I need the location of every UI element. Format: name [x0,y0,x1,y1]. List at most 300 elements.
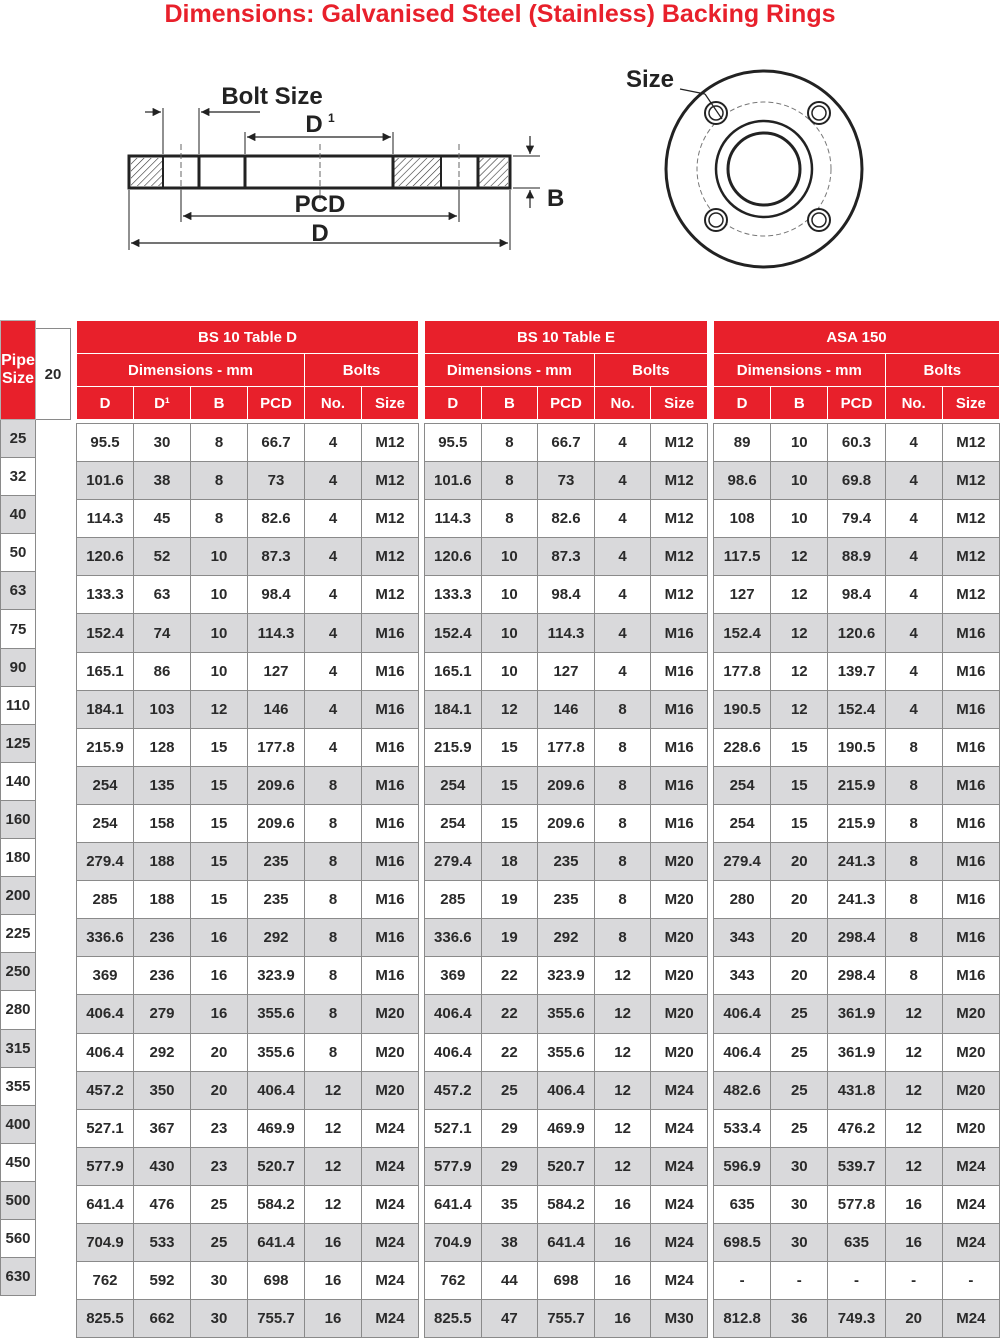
column-header: No. [305,387,362,420]
table-cell: 12 [594,995,651,1033]
pipe-size-cell: 125 [1,724,36,762]
table-cell: 139.7 [828,652,885,690]
table-row [77,538,419,576]
table-cell: M16 [651,690,708,728]
table-cell: 12 [885,1109,942,1147]
table-cell: 101.6 [425,462,482,500]
table-cell: 15 [191,843,248,881]
table-row [425,957,708,995]
table-cell: M12 [942,538,999,576]
table-cell: M20 [942,995,999,1033]
dimensions-header: Dimensions - mm [714,354,886,387]
table-row [714,614,1000,652]
table-cell: 254 [425,766,482,804]
table-cell: 406.4 [538,1071,595,1109]
table-cell: 165.1 [425,652,482,690]
table-cell: M16 [362,728,419,766]
table-cell: 15 [191,766,248,804]
pipe-size-cell: 20 [36,329,71,420]
table-cell: M20 [362,995,419,1033]
table-row [1,1105,71,1143]
table-row [1,1258,71,1296]
table-cell: 16 [594,1300,651,1338]
table-cell: 152.4 [77,614,134,652]
table-cell: 235 [538,881,595,919]
table-cell: M24 [362,1109,419,1147]
table-cell: M24 [942,1300,999,1338]
table-row [77,500,419,538]
table-cell: 635 [828,1223,885,1261]
table-row [714,766,1000,804]
table-cell: 10 [481,538,538,576]
table-cell: 120.6 [828,614,885,652]
table-row [425,500,708,538]
page-title: Dimensions: Galvanised Steel (Stainless) Backing Rings [164,0,836,28]
table-cell: 228.6 [714,728,771,766]
table-cell: 406.4 [714,995,771,1033]
table-cell: 8 [594,919,651,957]
table-row [425,538,708,576]
table-cell: 114.3 [425,500,482,538]
table-cell: 15 [191,881,248,919]
table-cell: 18 [481,843,538,881]
table-cell: M20 [651,995,708,1033]
table-cell: 16 [594,1262,651,1300]
table-cell: M16 [362,690,419,728]
table-cell: 279.4 [77,843,134,881]
table-cell: 4 [594,652,651,690]
table-cell: 25 [771,1071,828,1109]
pipe-size-cell: 63 [1,572,36,610]
pipe-size-cell: 250 [1,953,36,991]
table-cell: 12 [594,1109,651,1147]
table-cell: 369 [425,957,482,995]
table-row [1,534,71,572]
table-cell: 87.3 [248,538,305,576]
table-cell: 285 [77,881,134,919]
table-row [714,843,1000,881]
table-cell: 184.1 [425,690,482,728]
table-cell: M24 [651,1071,708,1109]
table-cell: M20 [651,919,708,957]
table-row [425,576,708,614]
dimensions-header: Dimensions - mm [77,354,305,387]
table-row [714,1262,1000,1300]
table-cell: 4 [885,576,942,614]
table-cell: 16 [191,995,248,1033]
table-cell: 577.8 [828,1185,885,1223]
table-cell: 15 [191,804,248,842]
table-cell: 8 [885,881,942,919]
table-cell: M16 [362,766,419,804]
table-row [425,462,708,500]
table-cell: 361.9 [828,995,885,1033]
table-cell: 241.3 [828,843,885,881]
table-cell: M20 [651,1033,708,1071]
table-cell: M12 [942,462,999,500]
table-row [425,1033,708,1071]
table-row [714,500,1000,538]
table-cell: 16 [191,919,248,957]
table-cell: 8 [594,843,651,881]
table-cell: 12 [191,690,248,728]
table-cell: 209.6 [248,766,305,804]
table-cell: 825.5 [77,1300,134,1338]
table-cell: 108 [714,500,771,538]
table-cell: 4 [594,576,651,614]
table-cell: M24 [362,1262,419,1300]
table-cell: 698.5 [714,1223,771,1261]
table-cell: 12 [305,1071,362,1109]
table-cell: M12 [651,576,708,614]
table-cell: 60.3 [828,424,885,462]
table-cell: 698 [248,1262,305,1300]
table-row [425,1071,708,1109]
table-cell: M12 [362,462,419,500]
table-cell: 584.2 [248,1185,305,1223]
table-row [77,614,419,652]
table-cell: 114.3 [248,614,305,652]
table-cell: 662 [134,1300,191,1338]
pipe-size-cell: 110 [1,686,36,724]
table-cell: 406.4 [425,1033,482,1071]
table-cell: 12 [305,1185,362,1223]
table-cell: 4 [305,538,362,576]
table-cell: 236 [134,919,191,957]
table-cell: 596.9 [714,1147,771,1185]
table-cell: 4 [594,538,651,576]
d1-dimension [245,111,393,154]
table-cell: 8 [481,462,538,500]
table-row [1,1143,71,1181]
bolts-header: Bolts [885,354,999,387]
table-cell: M24 [942,1185,999,1223]
pipe-size-cell: 40 [1,496,36,534]
bs10-table-d [76,320,419,1338]
table-cell: 184.1 [77,690,134,728]
table-row [714,919,1000,957]
table-row [1,1067,71,1105]
table-cell: 135 [134,766,191,804]
table-cell: 10 [481,652,538,690]
table-cell: 74 [134,614,191,652]
table-cell: 8 [305,995,362,1033]
table-cell: 8 [305,881,362,919]
table-cell: 361.9 [828,1033,885,1071]
table-cell: M16 [942,614,999,652]
table-cell: 8 [885,919,942,957]
table-row [77,728,419,766]
table-row [425,424,708,462]
table-cell: 641.4 [77,1185,134,1223]
pipe-size-cell: 450 [1,1143,36,1181]
table-row [1,800,71,838]
table-cell: 825.5 [425,1300,482,1338]
table-cell: 16 [305,1262,362,1300]
table-cell: 117.5 [714,538,771,576]
table-cell: 128 [134,728,191,766]
table-cell: 152.4 [828,690,885,728]
table-cell: 47 [481,1300,538,1338]
table-cell: 533.4 [714,1109,771,1147]
table-cell: 98.4 [538,576,595,614]
table-cell: M16 [942,957,999,995]
table-row [714,462,1000,500]
table-row [77,957,419,995]
table-cell: 4 [885,614,942,652]
table-cell: M16 [942,728,999,766]
table-row [77,1147,419,1185]
table-cell: 8 [594,804,651,842]
table-cell: 22 [481,957,538,995]
table-cell: 23 [191,1109,248,1147]
table-cell: 350 [134,1071,191,1109]
table-row [425,614,708,652]
table-cell: 22 [481,995,538,1033]
table-cell: 355.6 [248,995,305,1033]
table-cell: 254 [425,804,482,842]
table-cell: 82.6 [538,500,595,538]
table-cell: 235 [248,843,305,881]
table-cell: 12 [481,690,538,728]
pipe-size-cell: 200 [1,877,36,915]
table-cell: M24 [651,1147,708,1185]
bolt-size-dimension [145,83,323,154]
table-cell: 8 [594,766,651,804]
d-label: D [311,220,329,247]
table-cell: 355.6 [248,1033,305,1071]
column-header: D [714,387,771,420]
bs10-table-e [424,320,708,1338]
table-cell: 10 [771,462,828,500]
table-cell: M16 [362,919,419,957]
table-row [77,1071,419,1109]
table-row [425,652,708,690]
table-cell: M24 [651,1109,708,1147]
table-cell: 755.7 [248,1300,305,1338]
pipe-size-cell: 180 [1,839,36,877]
table-cell: 285 [425,881,482,919]
table-cell: - [885,1262,942,1300]
table-row [1,458,71,496]
table-cell: 98.4 [828,576,885,614]
table-row [1,1219,71,1257]
table-cell: M24 [942,1147,999,1185]
table-cell: 23 [191,1147,248,1185]
table-cell: 63 [134,576,191,614]
pipe-size-cell: 560 [1,1219,36,1257]
table-cell: 66.7 [538,424,595,462]
table-cell: 235 [538,843,595,881]
group-header: BS 10 Table E [425,321,708,354]
table-cell: 15 [771,804,828,842]
table-cell: 406.4 [77,995,134,1033]
table-cell: M16 [942,881,999,919]
table-cell: 641.4 [248,1223,305,1261]
table-cell: 635 [714,1185,771,1223]
table-row [425,690,708,728]
table-cell: 336.6 [77,919,134,957]
table-cell: 279.4 [425,843,482,881]
table-cell: 38 [481,1223,538,1261]
table-row [714,728,1000,766]
table-cell: 30 [771,1147,828,1185]
table-row [77,1300,419,1338]
table-cell: 15 [771,766,828,804]
table-cell: 476 [134,1185,191,1223]
table-cell: 209.6 [248,804,305,842]
table-cell: 254 [77,766,134,804]
table-cell: 4 [594,500,651,538]
table-cell: 30 [191,1262,248,1300]
table-cell: 30 [134,424,191,462]
table-cell: 86 [134,652,191,690]
table-cell: M20 [942,1071,999,1109]
pipe-size-cell: 160 [1,800,36,838]
table-cell: 36 [771,1300,828,1338]
table-cell: M12 [651,424,708,462]
table-row [1,991,71,1029]
asa-150-table [713,320,1000,1338]
table-cell: 279.4 [714,843,771,881]
table-cell: 482.6 [714,1071,771,1109]
table-cell: 16 [885,1223,942,1261]
table-cell: 298.4 [828,957,885,995]
table-row [425,881,708,919]
table-cell: 584.2 [538,1185,595,1223]
table-cell: 476.2 [828,1109,885,1147]
table-row [1,648,71,686]
table-cell: 527.1 [425,1109,482,1147]
table-cell: 209.6 [538,804,595,842]
table-cell: 20 [885,1300,942,1338]
table-cell: 762 [425,1262,482,1300]
table-cell: M20 [362,1071,419,1109]
table-row [714,1109,1000,1147]
table-cell: 343 [714,957,771,995]
table-cell: 8 [305,804,362,842]
table-cell: 12 [771,614,828,652]
column-header: PCD [538,387,595,420]
table-cell: 12 [594,1147,651,1185]
table-cell: 8 [305,766,362,804]
table-cell: 280 [714,881,771,919]
table-row [714,1071,1000,1109]
column-header: B [771,387,828,420]
table-cell: 4 [594,462,651,500]
table-cell: M16 [651,614,708,652]
table-cell: 8 [191,424,248,462]
table-cell: 10 [481,614,538,652]
table-cell: 25 [191,1185,248,1223]
table-cell: 35 [481,1185,538,1223]
table-row [1,877,71,915]
table-cell: 520.7 [538,1147,595,1185]
pipe-size-cell: 315 [1,1029,36,1067]
table-cell: 8 [481,424,538,462]
table-cell: 527.1 [77,1109,134,1147]
table-cell: 12 [305,1109,362,1147]
table-cell: 704.9 [77,1223,134,1261]
table-cell: 4 [305,690,362,728]
table-cell: 16 [191,957,248,995]
table-cell: 254 [714,766,771,804]
table-cell: 469.9 [538,1109,595,1147]
pipe-size-cell: 50 [1,534,36,572]
d1-label: D [305,111,323,138]
table-row [714,1147,1000,1185]
table-cell: 12 [885,1071,942,1109]
table-cell: 8 [305,919,362,957]
table-cell: - [828,1262,885,1300]
table-cell: - [714,1262,771,1300]
table-cell: 87.3 [538,538,595,576]
table-cell: 114.3 [77,500,134,538]
pipe-size-cell: 90 [1,648,36,686]
table-cell: 152.4 [714,614,771,652]
table-cell: 30 [191,1300,248,1338]
table-row [77,690,419,728]
table-cell: 12 [305,1147,362,1185]
pipe-size-cell: 140 [1,762,36,800]
table-row [1,1181,71,1219]
table-cell: M20 [651,957,708,995]
pipe-size-header-line: Pipe [1,352,35,369]
table-cell: 235 [248,881,305,919]
table-cell: 406.4 [77,1033,134,1071]
table-cell: 4 [885,690,942,728]
backing-ring-diagram [0,40,1000,280]
table-cell: M24 [362,1223,419,1261]
table-cell: 89 [714,424,771,462]
table-cell: M16 [942,766,999,804]
table-cell: 88.9 [828,538,885,576]
table-cell: 73 [538,462,595,500]
table-cell: 254 [714,804,771,842]
table-cell: 4 [305,500,362,538]
table-cell: 431.8 [828,1071,885,1109]
column-header: PCD [248,387,305,420]
column-header: D [77,387,134,420]
table-row [77,881,419,919]
table-cell: 8 [594,881,651,919]
table-row [1,724,71,762]
table-cell: 592 [134,1262,191,1300]
pcd-label: PCD [294,191,346,218]
table-cell: 279 [134,995,191,1033]
table-cell: 8 [305,843,362,881]
table-cell: 25 [771,1109,828,1147]
table-cell: 29 [481,1109,538,1147]
table-cell: 127 [538,652,595,690]
table-cell: 16 [305,1223,362,1261]
table-cell: 20 [771,957,828,995]
table-cell: 16 [305,1300,362,1338]
ring-front-view [626,66,862,267]
table-cell: 8 [885,804,942,842]
table-cell: M20 [362,1033,419,1071]
dimensions-table [0,320,1000,1342]
pcd-dimension [181,190,459,222]
table-cell: 533 [134,1223,191,1261]
table-cell: 20 [771,919,828,957]
table-cell: 8 [481,500,538,538]
table-cell: M20 [942,1033,999,1071]
table-cell: M30 [651,1300,708,1338]
table-cell: 4 [305,462,362,500]
table-row [77,766,419,804]
column-header: Size [942,387,999,420]
